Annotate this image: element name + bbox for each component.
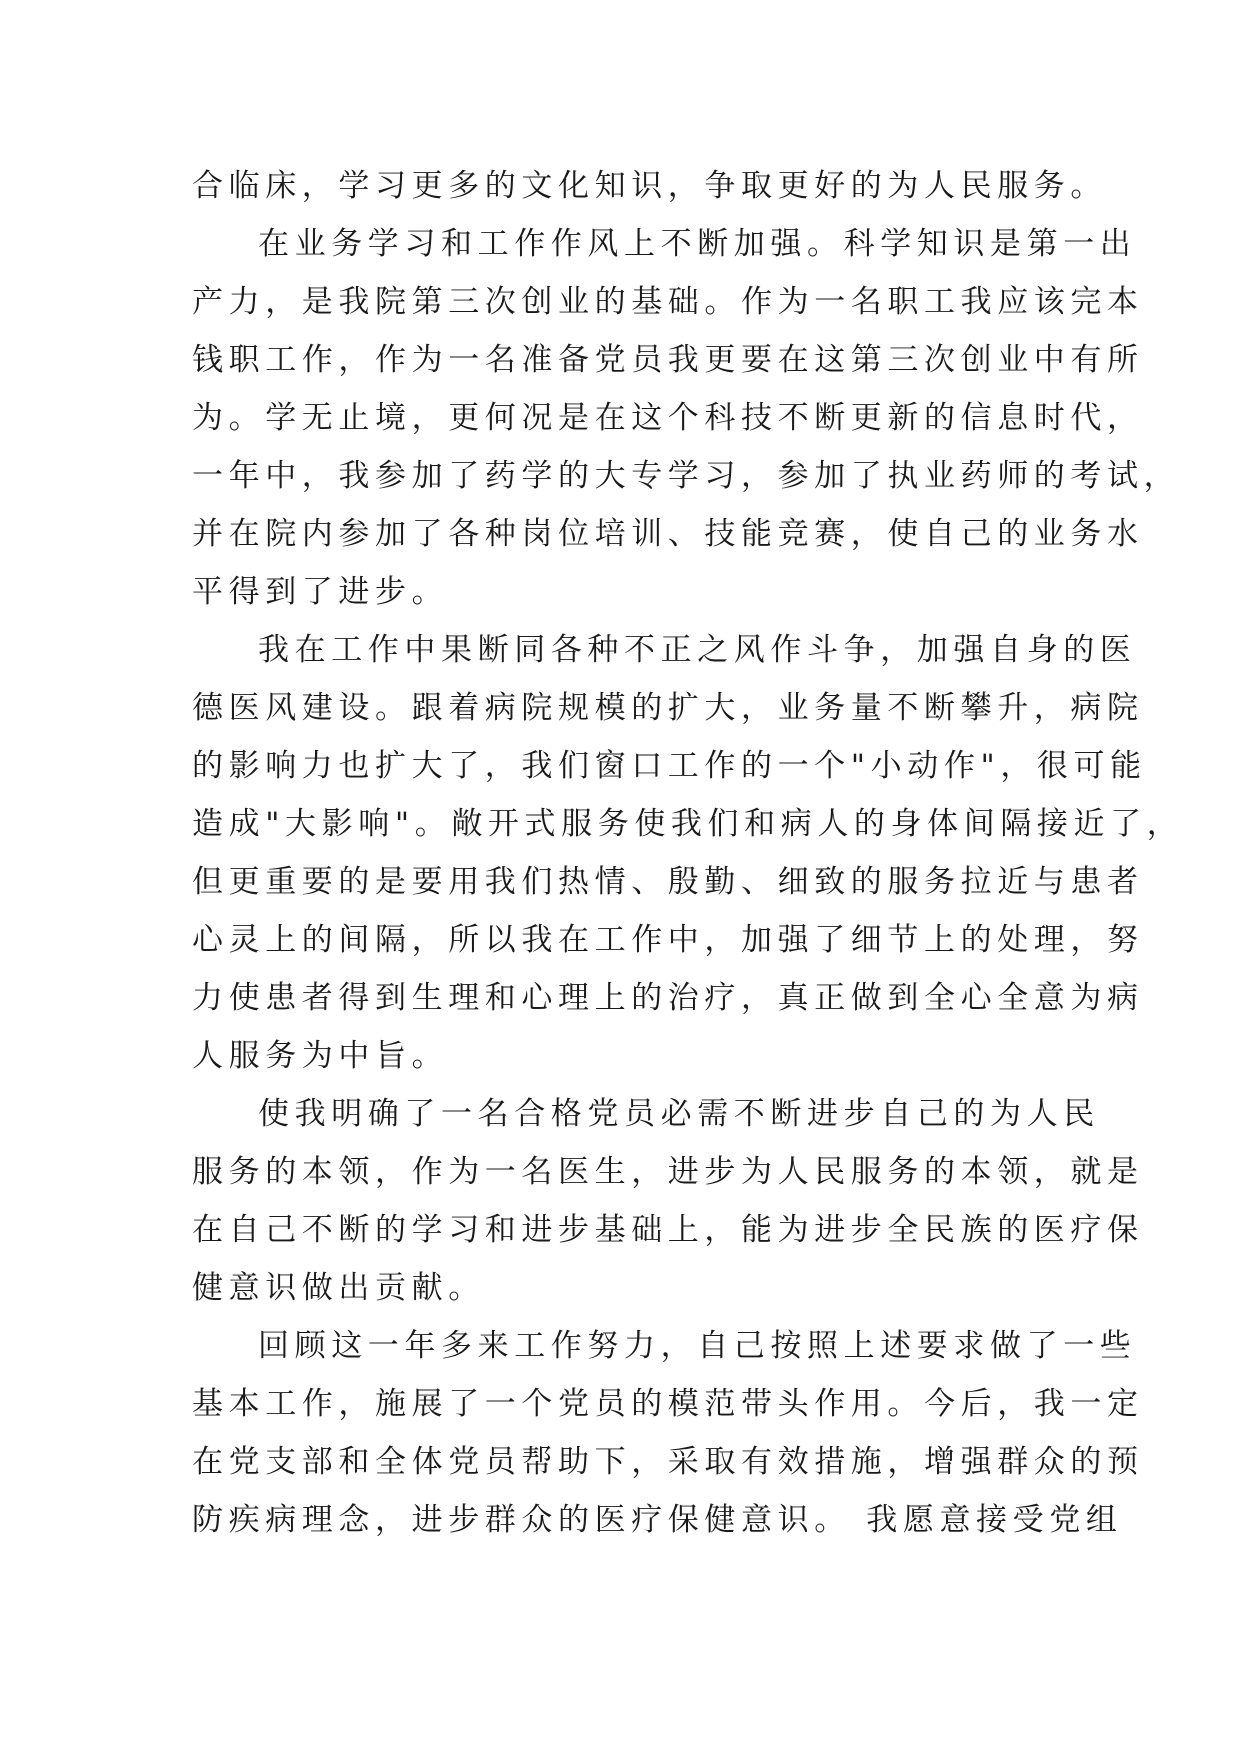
- text-line: 基本工作，施展了一个党员的模范带头作用。今后，我一定: [192, 1386, 1144, 1422]
- text-line: 但更重要的是要用我们热情、殷勤、细致的服务拉近与患者: [192, 864, 1144, 900]
- text-line: 造成"大影响"。敞开式服务使我们和病人的身体间隔接近了，: [192, 806, 1184, 842]
- text-line: 心灵上的间隔，所以我在工作中，加强了细节上的处理，努: [192, 922, 1144, 958]
- paragraph-first-line: 回顾这一年多来工作努力，自己按照上述要求做了一些: [258, 1328, 1137, 1364]
- paragraph-first-line: 使我明确了一名合格党员必需不断进步自己的为人民: [258, 1096, 1100, 1132]
- text-line: 服务的本领，作为一名医生，进步为人民服务的本领，就是: [192, 1154, 1144, 1190]
- text-line: 的影响力也扩大了，我们窗口工作的一个"小动作"，很可能: [192, 748, 1147, 784]
- text-line: 平得到了进步。: [192, 574, 449, 610]
- text-line: 并在院内参加了各种岗位培训、技能竞赛，使自己的业务水: [192, 516, 1144, 552]
- text-line: 力使患者得到生理和心理上的治疗，真正做到全心全意为病: [192, 980, 1144, 1016]
- text-line: 产力，是我院第三次创业的基础。作为一名职工我应该完本: [192, 284, 1144, 320]
- text-line: 健意识做出贡献。: [192, 1270, 485, 1306]
- text-line: 德医风建设。跟着病院规模的扩大，业务量不断攀升，病院: [192, 690, 1144, 726]
- text-line: 在党支部和全体党员帮助下，采取有效措施，增强群众的预: [192, 1444, 1144, 1480]
- text-line: 为。学无止境，更何况是在这个科技不断更新的信息时代，: [192, 400, 1144, 436]
- text-line: 钱职工作，作为一名准备党员我更要在这第三次创业中有所: [192, 342, 1144, 378]
- paragraph-first-line: 我在工作中果断同各种不正之风作斗争，加强自身的医: [258, 632, 1137, 668]
- text-line: 防疾病理念，进步群众的医疗保健意识。 我愿意接受党组: [192, 1502, 1123, 1538]
- paragraph-first-line: 在业务学习和工作作风上不断加强。科学知识是第一出: [258, 226, 1137, 262]
- body-text: [192, 157, 1184, 1549]
- text-line: 一年中，我参加了药学的大专学习，参加了执业药师的考试，: [192, 458, 1181, 494]
- text-line: 人服务为中旨。: [192, 1038, 449, 1074]
- text-line: 在自己不断的学习和进步基础上，能为进步全民族的医疗保: [192, 1212, 1144, 1248]
- text-line: 合临床，学习更多的文化知识，争取更好的为人民服务。: [192, 168, 1107, 204]
